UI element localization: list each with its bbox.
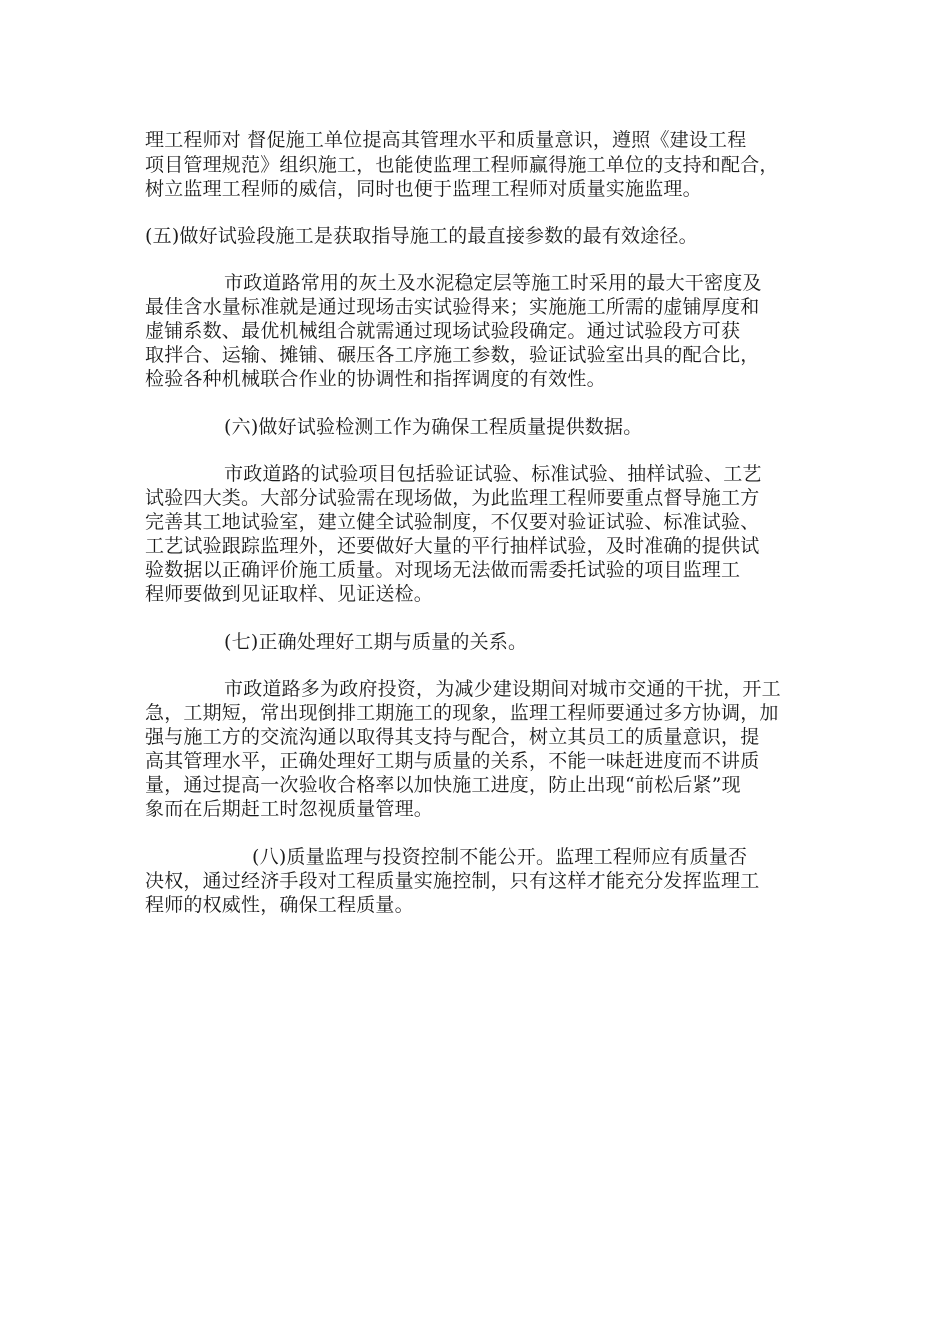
section-heading: (七)正确处理好工期与质量的关系。 [224,631,528,653]
text-line: 理工程师对 督促施工单位提高其管理水平和质量意识，遵照《建设工程 [145,129,747,151]
text-line: 验数据以正确评价施工质量。对现场无法做而需委托试验的项目监理工 [145,559,741,581]
text-line: 程师的权威性，确保工程质量。 [145,894,414,916]
text-line: 急，工期短，常出现倒排工期施工的现象，监理工程师要通过多方协调，加 [145,702,779,724]
text-line: 决权，通过经济手段对工程质量实施控制，只有这样才能充分发挥监理工 [145,870,760,892]
section-heading: (五)做好试验段施工是获取指导施工的最直接参数的最有效途径。 [145,225,698,247]
text-line: 完善其工地试验室，建立健全试验制度，不仅要对验证试验、标准试验、 [145,511,760,533]
text-line: 量，通过提高一次验收合格率以加快施工进度，防止出现“前松后紧”现 [145,774,741,796]
text-line: (八)质量监理与投资控制不能公开。监理工程师应有质量否 [252,846,748,868]
text-line: 市政道路多为政府投资，为减少建设期间对城市交通的干扰，开工 [224,678,781,700]
text-line: 工艺试验跟踪监理外，还要做好大量的平行抽样试验，及时准确的提供试 [145,535,760,557]
text-line: 象而在后期赶工时忽视质量管理。 [145,798,434,820]
text-line: 市政道路常用的灰土及水泥稳定层等施工时采用的最大干密度及 [224,272,762,294]
text-line: 虚铺系数、最优机械组合就需通过现场试验段确定。通过试验段方可获 [145,320,741,342]
text-line: 强与施工方的交流沟通以取得其支持与配合，树立其员工的质量意识，提 [145,726,760,748]
text-line: 高其管理水平，正确处理好工期与质量的关系，不能一味赶进度而不讲质 [145,750,760,772]
text-line: 项目管理规范》组织施工，也能使监理工程师赢得施工单位的支持和配合， [145,154,779,176]
text-line: 程师要做到见证取样、见证送检。 [145,583,434,605]
text-line: 检验各种机械联合作业的协调性和指挥调度的有效性。 [145,368,606,390]
section-heading: (六)做好试验检测工作为确保工程质量提供数据。 [224,416,643,438]
text-line: 市政道路的试验项目包括验证试验、标准试验、抽样试验、工艺 [224,463,762,485]
text-line: 树立监理工程师的威信，同时也便于监理工程师对质量实施监理。 [145,178,702,200]
text-line: 取拌合、运输、摊铺、碾压各工序施工参数，验证试验室出具的配合比， [145,344,760,366]
text-line: 最佳含水量标准就是通过现场击实试验得来；实施施工所需的虚铺厚度和 [145,296,760,318]
text-line: 试验四大类。大部分试验需在现场做，为此监理工程师要重点督导施工方 [145,487,760,509]
